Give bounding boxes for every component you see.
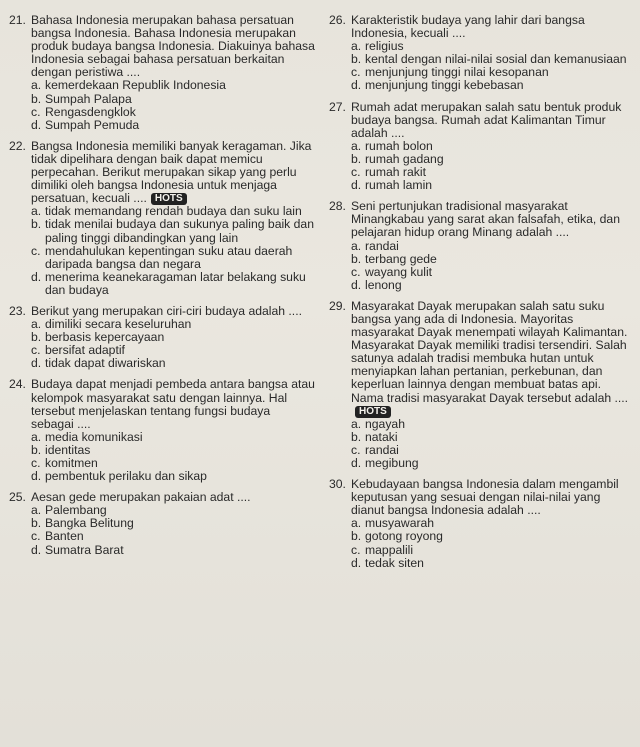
option-letter: d. [351, 456, 362, 470]
option-text: kemerdekaan Republik Indonesia [45, 78, 226, 93]
option-letter: c. [351, 542, 361, 557]
option-letter: c. [31, 456, 41, 470]
option-letter: c. [351, 65, 361, 80]
option-letter: b. [351, 529, 362, 544]
option-d [31, 357, 315, 370]
option-text: Banten [45, 529, 84, 544]
question-30 [329, 478, 629, 570]
question-stem: Seni pertunjukan tradisional masyarakat Minangkabau yang sarat akan falsafah, etika, dan pelajaran hidup orang Minang adalah .... [351, 199, 620, 240]
option-text: nataki [365, 429, 398, 444]
question-number: 27. [329, 99, 346, 114]
question-stem: Rumah adat merupakan salah satu bentuk produk budaya bangsa. Rumah adat Kalimantan Timur adalah .... [351, 99, 622, 140]
option-letter: b. [31, 217, 42, 232]
option-text: Rengasdengklok [45, 104, 136, 119]
question-21 [9, 14, 315, 132]
option-letter: b. [31, 330, 42, 345]
option-letter: d. [31, 469, 42, 484]
option-text: religius [365, 39, 404, 54]
question-number: 24. [9, 377, 26, 392]
option-letter: b. [31, 442, 42, 457]
left-column [9, 14, 315, 565]
question-stem: Berikut yang merupakan ciri-ciri budaya adalah .... [31, 303, 302, 318]
option-letter: d. [31, 542, 42, 557]
option-letter: d. [351, 78, 362, 93]
option-text: Palembang [45, 503, 107, 518]
question-number: 21. [9, 13, 26, 27]
question-26 [329, 14, 629, 93]
option-letter: c. [31, 529, 41, 544]
question-stem: Karakteristik budaya yang lahir dari bangsa Indonesia, kecuali .... [351, 13, 585, 41]
option-text: pembentuk perilaku dan sikap [45, 469, 207, 484]
option-text: berbasis kepercayaan [45, 330, 165, 345]
option-letter: b. [351, 151, 362, 166]
option-letter: a. [351, 516, 362, 531]
option-text: randai [365, 442, 399, 457]
option-text: Bangka Belitung [45, 516, 134, 531]
question-27 [329, 101, 629, 193]
option-text: tedak siten [365, 555, 424, 570]
option-letter: d. [351, 277, 362, 292]
option-letter: a. [31, 503, 42, 518]
option-letter: a. [31, 204, 42, 219]
option-text: musyawarah [365, 516, 435, 531]
option-letter: a. [351, 238, 362, 253]
option-letter: a. [351, 138, 362, 153]
option-text: kental dengan nilai-nilai sosial dan kemanusiaan [365, 52, 627, 67]
option-d [351, 557, 629, 570]
question-22 [9, 140, 315, 297]
option-letter: a. [31, 78, 42, 93]
option-text: tidak memandang rendah budaya dan suku lain [45, 204, 302, 219]
question-stem: Bangsa Indonesia memiliki banyak keragaman. Jika tidak dipelihara dengan baik dapat memicu perpecahan. Berikut merupakan sikap yang perlu dimiliki oleh bangsa Indonesia untuk menjaga persatuan, kecuali .... [31, 138, 312, 206]
option-d [351, 457, 629, 470]
option-text: identitas [45, 442, 91, 457]
question-stem: Budaya dapat menjadi pembeda antara bangsa atau kelompok masyarakat satu dengan lainnya. Hal tersebut menjelaskan tentang fungsi budaya sebagai .... [31, 377, 315, 431]
question-28 [329, 200, 629, 292]
option-text: Sumpah Pemuda [45, 117, 140, 132]
option-d [31, 470, 315, 483]
option-letter: a. [31, 429, 42, 444]
option-text: rumah bolon [365, 138, 433, 153]
option-text: mendahulukan kepentingan suku atau daerah daripada bangsa dan negara [45, 243, 293, 271]
option-letter: c. [31, 243, 41, 258]
option-text: tidak menilai budaya dan sukunya paling baik dan paling tinggi dibandingkan yang lain [45, 217, 314, 245]
question-number: 30. [329, 477, 346, 492]
option-text: tidak dapat diwariskan [45, 356, 166, 371]
option-text: ngayah [365, 416, 405, 431]
option-letter: d. [351, 555, 362, 570]
question-number: 22. [9, 138, 26, 153]
option-text: menjunjung tinggi kebebasan [365, 78, 524, 93]
question-stem: Bahasa Indonesia merupakan bahasa persatuan bangsa Indonesia. Bahasa Indonesia merupakan produk budaya bangsa Indonesia. Diakuinya bahasa Indonesia sebagai bahasa persatuan berkaitan dengan peristiwa .... [31, 13, 315, 80]
option-letter: a. [351, 39, 362, 54]
hots-badge: HOTS [151, 193, 187, 205]
option-text: rumah lamin [365, 178, 433, 193]
option-letter: b. [351, 429, 362, 444]
option-text: gotong royong [365, 529, 443, 544]
option-letter: c. [351, 165, 361, 180]
option-text: Sumatra Barat [45, 542, 124, 557]
option-text: mappalili [365, 542, 414, 557]
option-text: bersifat adaptif [45, 343, 125, 358]
option-text: wayang kulit [365, 264, 433, 279]
question-25 [9, 491, 315, 556]
option-d [31, 544, 315, 557]
question-number: 28. [329, 199, 346, 214]
option-letter: c. [31, 104, 41, 119]
option-c [31, 245, 315, 271]
option-text: megibung [365, 456, 419, 470]
question-number: 25. [9, 490, 26, 505]
option-text: rumah rakit [365, 165, 426, 180]
option-letter: b. [351, 251, 362, 266]
option-d [31, 271, 315, 297]
question-number: 29. [329, 298, 346, 313]
option-letter: c. [351, 264, 361, 279]
option-letter: c. [31, 343, 41, 358]
option-letter: b. [351, 52, 362, 67]
option-letter: a. [351, 416, 362, 431]
option-letter: d. [31, 117, 42, 132]
option-text: menerima keanekaragaman latar belakang suku dan budaya [45, 269, 306, 297]
option-letter: b. [31, 516, 42, 531]
right-column [329, 14, 629, 578]
option-letter: d. [351, 178, 362, 193]
question-24 [9, 378, 315, 483]
question-stem: Kebudayaan bangsa Indonesia dalam mengambil keputusan yang sesuai dengan nilai-nilai yang dianut bangsa Indonesia adalah .... [351, 477, 619, 518]
option-d [351, 279, 629, 292]
question-stem: Masyarakat Dayak merupakan salah satu suku bangsa yang ada di Indonesia. Mayoritas masyarakat Dayak menempati wilayah Kalimantan. Masyarakat Dayak memiliki tradisi tersendiri. Salah satunya adalah tradisi membuka hutan untuk menyiapkan lahan pertanian, perkebunan, dan keperluan lainnya dengan membuat batas api. Nama tradisi masyarakat Dayak tersebut adalah .... [351, 298, 629, 405]
option-text: randai [365, 238, 399, 253]
option-d [351, 179, 629, 192]
option-text: komitmen [45, 456, 98, 470]
option-text: dimiliki secara keseluruhan [45, 317, 192, 332]
option-text: Sumpah Palapa [45, 91, 132, 106]
option-b [31, 218, 315, 244]
option-text: rumah gadang [365, 151, 444, 166]
option-text: menjunjung tinggi nilai kesopanan [365, 65, 549, 80]
question-29 [329, 300, 629, 470]
option-letter: a. [31, 317, 42, 332]
question-23 [9, 305, 315, 370]
option-text: media komunikasi [45, 429, 143, 444]
option-d [351, 79, 629, 92]
option-letter: d. [31, 356, 42, 371]
question-number: 26. [329, 13, 346, 27]
option-d [31, 119, 315, 132]
option-letter: b. [31, 91, 42, 106]
option-letter: c. [351, 442, 361, 457]
question-number: 23. [9, 303, 26, 318]
option-text: lenong [365, 277, 402, 292]
hots-badge: HOTS [355, 406, 391, 418]
option-letter: d. [31, 269, 42, 284]
question-stem: Aesan gede merupakan pakaian adat .... [31, 490, 251, 505]
option-text: terbang gede [365, 251, 437, 266]
